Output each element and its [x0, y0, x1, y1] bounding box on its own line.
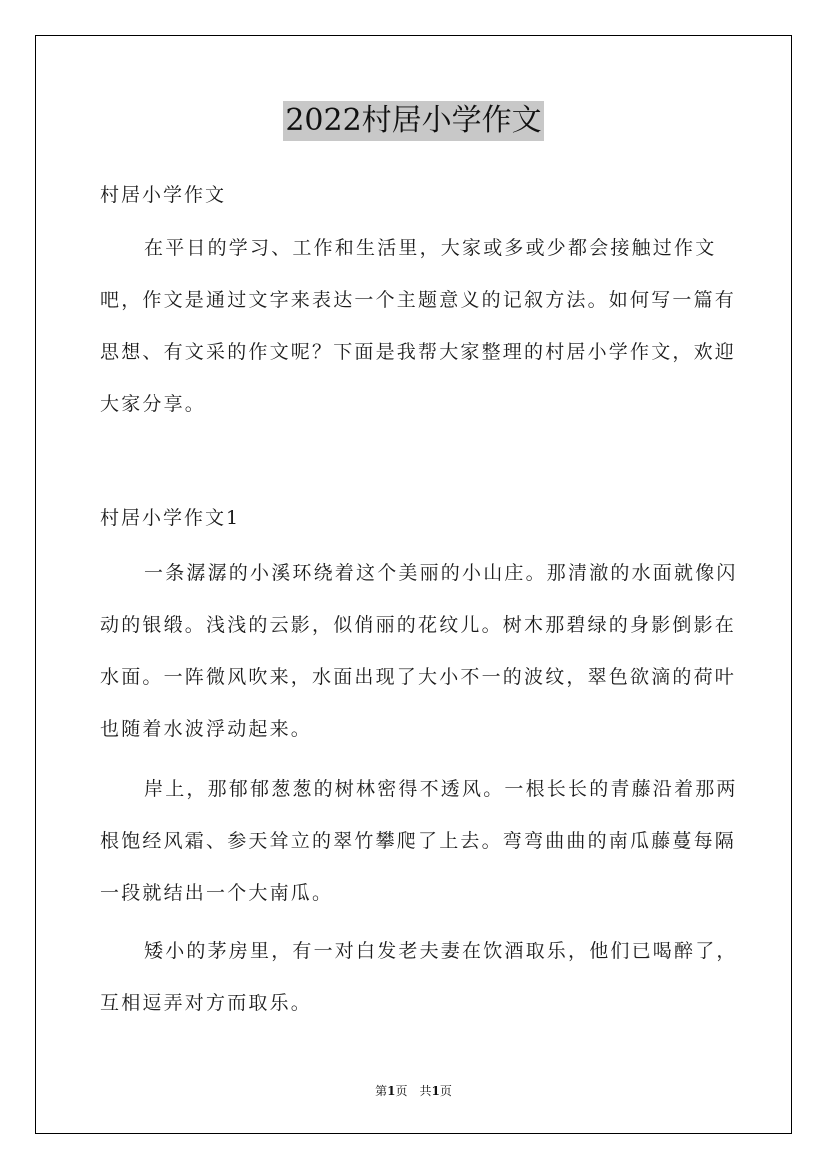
body-paragraph-1: 一条潺潺的小溪环绕着这个美丽的小山庄。那清澈的水面就像闪动的银缎。浅浅的云影，似俏丽的花纹儿。树木那碧绿的身影倒影在水面。一阵微风吹来，水面出现了大小不一的波纹，翠色欲滴的荷叶也随着水波浮动起来。	[100, 562, 738, 740]
body-paragraph-3: 矮小的茅房里，有一对白发老夫妻在饮酒取乐，他们已喝醉了，互相逗弄对方而取乐。	[100, 940, 738, 1014]
intro-heading: 村居小学作文	[100, 184, 227, 206]
body-paragraph-2: 岸上，那郁郁葱葱的树林密得不透风。一根长长的青藤沿着那两根饱经风霜、参天耸立的翠竹攀爬了上去。弯弯曲曲的南瓜藤蔓每隔一段就结出一个大南瓜。	[100, 778, 738, 904]
footer-page-current: 1	[387, 1084, 396, 1098]
footer-page-suffix: 页	[439, 1084, 452, 1098]
footer-page-mid: 页 共	[395, 1084, 432, 1098]
intro-paragraph: 在平日的学习、工作和生活里，大家或多或少都会接触过作文吧，作文是通过文字来表达一个主题意义的记叙方法。如何写一篇有思想、有文采的作文呢？下面是我帮大家整理的村居小学作文，欢迎大家分享。	[100, 237, 737, 415]
title-container	[0, 101, 827, 141]
section-heading: 村居小学作文1	[100, 507, 241, 529]
document-title: 2022村居小学作文	[283, 101, 543, 141]
page-footer	[0, 1082, 827, 1099]
footer-page-total: 1	[431, 1084, 440, 1098]
footer-page-prefix: 第	[375, 1084, 388, 1098]
